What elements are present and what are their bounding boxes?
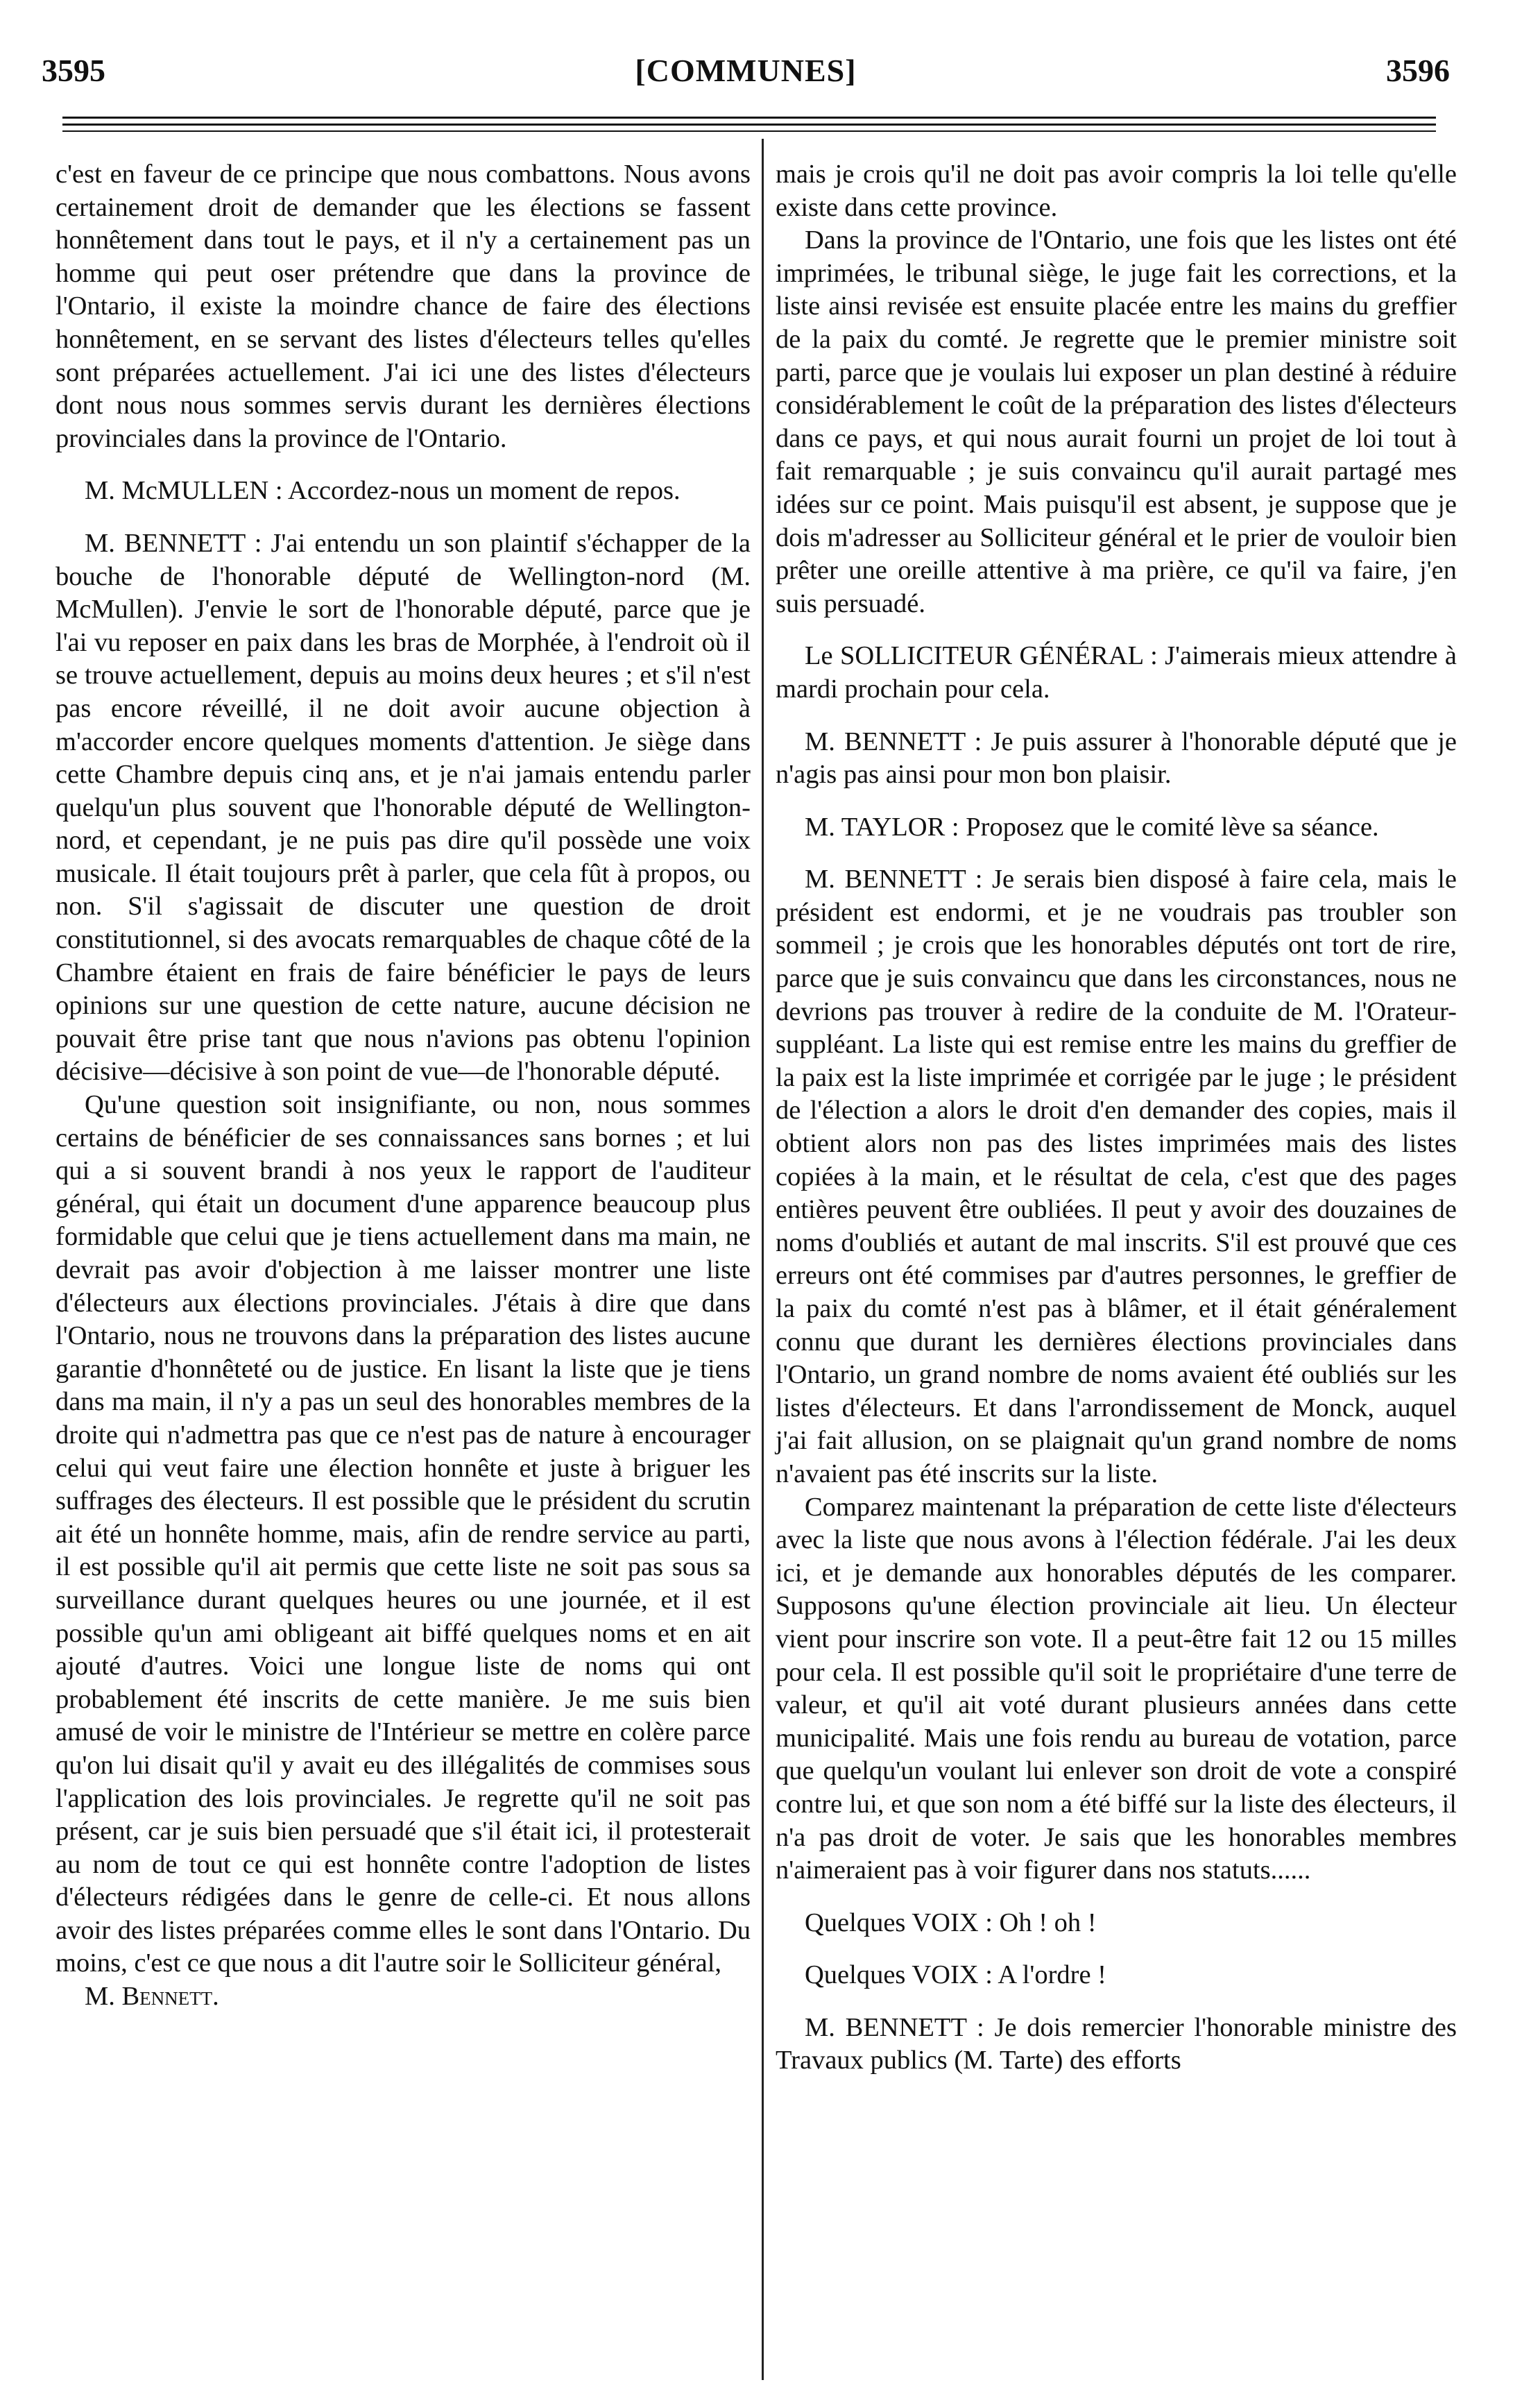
paragraph: Le SOLLICITEUR GÉNÉRAL : J'aimerais mieux attendre à mardi prochain pour cela. bbox=[776, 641, 1457, 704]
page-number-right: 3596 bbox=[1386, 53, 1450, 88]
speaker-footer: M. Bennett. bbox=[85, 1982, 219, 2012]
paragraph: M. TAYLOR : Proposez que le comité lève sa séance. bbox=[805, 812, 1379, 842]
paragraph: mais je crois qu'il ne doit pas avoir compris la loi telle qu'elle existe dans cette province. bbox=[776, 160, 1457, 222]
paragraph: M. BENNETT : J'ai entendu un son plaintif s'échapper de la bouche de l'honorable député de Wellington-nord (M. McMullen). J'envie le sort de l'honorable député, parce que je l'ai vu reposer en paix dans les bras de Morphée, à l'endroit où il se trouve actuellement, depuis au moins deux heures ; et s'il n'est pas encore réveillé, il ne doit avoir aucune objection à m'accorder encore quelques moments d'attention. Je siège dans cette Chambre depuis cinq ans, et je n'ai jamais entendu parler quelqu'un plus souvent que l'honorable député de Wellington-nord, et cependant, je ne puis pas dire qu'il possède une voix musicale. Il était toujours prêt à parler, que cela fût à propos, ou non. S'il s'agissait de discuter une question de droit constitutionnel, si des avocats remarquables de chaque côté de la Chambre étaient en frais de faire bénéficier le pays de leurs opinions sur une question de cette nature, aucune décision ne pouvait être prise tant que nous n'avions pas obtenu l'opinion décisive—décisive à son point de vue—de l'honorable député. bbox=[55, 528, 751, 1087]
paragraph: Dans la province de l'Ontario, une fois que les listes ont été imprimées, le tribunal siège, le juge fait les corrections, et la liste ainsi revisée est ensuite placée entre les mains du greffier de la paix du comté. Je regrette que le premier ministre soit parti, parce que je voulais lui exposer un plan destiné à réduire considérablement le coût de la préparation des listes d'électeurs dans ce pays, et qui nous aurait fourni un projet de loi tout à fait remarquable ; je suis convaincu qu'il aurait partagé mes idées sur ce point. Mais puisqu'il est absent, je suppose que je dois m'adresser au Solliciteur général et le prier de vouloir bien prêter une oreille attentive à ma prière, ce qu'il va faire, j'en suis persuadé. bbox=[776, 226, 1457, 618]
page-number-left: 3595 bbox=[42, 53, 105, 88]
column-divider bbox=[762, 139, 764, 2380]
paragraph: M. BENNETT : Je serais bien disposé à faire cela, mais le président est endormi, et je ne voudrais pas troubler son sommeil ; je crois que les honorables députés ont tort de rire, parce que je suis convaincu que dans les circonstances, nous ne devrions pas trouver à redire de la conduite de M. l'Orateur-suppléant. La liste qui est remise entre les mains du greffier de la paix est la liste imprimée et corrigée par le juge ; le président de l'élection a alors le droit d'en demander des copies, mais il obtient alors non pas des listes imprimées mais des listes copiées à la main, et le résultat de cela, c'est que des pages entières peuvent être oubliées. Il peut y avoir des douzaines de noms d'oubliés et autant de mal inscrits. S'il est prouvé que ces erreurs ont été commises par d'autres personnes, le greffier de la paix du comté n'est pas à blâmer, et il était généralement connu que durant les dernières élections provinciales dans l'Ontario, un grand nombre de noms avaient été oubliés sur les listes d'électeurs. Et dans l'arrondissement de Monck, auquel j'ai fait allusion, on se plaignait qu'un grand nombre de noms n'avaient pas été inscrits sur la liste. bbox=[776, 865, 1457, 1488]
paragraph: Comparez maintenant la préparation de cette liste d'électeurs avec la liste que nous avons à l'élection fédérale. J'ai les deux ici, et je demande aux honorables députés de les comparer. Supposons qu'une élection provinciale ait lieu. Un électeur vient pour inscrire son vote. Il a peut-être fait 12 ou 15 milles pour cela. Il est possible qu'il soit le propriétaire d'une terre de valeur, et qu'il ait voté durant plusieurs années dans cette municipalité. Mais une fois rendu au bureau de votation, parce que quelqu'un voulant lui enlever son droit de vote a conspiré contre lui, et que son nom a été biffé sur la liste des électeurs, il n'a pas droit de voter. Je sais que les honorables membres n'aimeraient pas à voir figurer dans nos statuts...... bbox=[776, 1492, 1457, 1885]
paragraph: c'est en faveur de ce principe que nous combattons. Nous avons certainement droit de demander que les élections se fassent honnêtement dans tout le pays, et il n'y a certainement pas un homme qui peut oser prétendre que dans la province de l'Ontario, il existe la moindre chance de faire des élections honnêtement, en se servant des listes d'électeurs telles qu'elles sont préparées actuellement. J'ai ici une des listes d'électeurs dont nous nous sommes servis durant les dernières élections provinciales dans la province de l'Ontario. bbox=[55, 160, 751, 453]
header-rule bbox=[62, 117, 1436, 119]
page-title: [COMMUNES] bbox=[635, 53, 857, 88]
paragraph: M. McMULLEN : Accordez-nous un moment de repos. bbox=[85, 476, 681, 506]
right-column bbox=[776, 158, 1457, 2078]
page-header bbox=[42, 52, 1450, 94]
header-rule bbox=[62, 124, 1436, 126]
paragraph: Qu'une question soit insignifiante, ou non, nous sommes certains de bénéficier de ses connaissances sans bornes ; et lui qui a si souvent brandi à nos yeux le rapport de l'auditeur général, qui était un document d'une apparence beaucoup plus formidable que celui que je tiens actuellement dans ma main, ne devrait pas avoir d'objection à me laisser montrer une liste d'électeurs aux élections provinciales. J'étais à dire que dans l'Ontario, nous ne trouvons dans la préparation des listes aucune garantie d'honnêteté ou de justice. En lisant la liste que je tiens dans ma main, il n'y a pas un seul des honorables membres de la droite qui n'admettra pas que ce n'est pas de nature à encourager celui qui veut faire une élection honnête et juste à briguer les suffrages des électeurs. Il est possible que le président du scrutin ait été un honnête homme, mais, afin de rendre service au parti, il est possible qu'il ait permis que cette liste ne soit pas sous sa surveillance durant quelques heures ou une journée, et il est possible qu'un ami obligeant ait biffé quelques noms et en ait ajouté d'autres. Voici une longue liste de noms qui ont probablement été inscrits de cette manière. Je me suis bien amusé de voir le ministre de l'Intérieur se mettre en colère parce qu'on lui disait qu'il y avait eu des illégalités de commises sous l'application des lois provinciales. Je regrette qu'il ne soit pas présent, car je suis bien persuadé que s'il était ici, il protesterait au nom de tout ce qui est honnête contre l'adoption de listes d'électeurs rédigées dans le genre de celle-ci. Et nous allons avoir des listes préparées comme elles le sont dans l'Ontario. Du moins, c'est ce que nous a dit l'autre soir le Solliciteur général, bbox=[55, 1090, 751, 1978]
left-column bbox=[55, 158, 751, 2014]
paragraph: Quelques VOIX : A l'ordre ! bbox=[805, 1960, 1107, 1990]
header-rule bbox=[62, 130, 1436, 132]
paragraph: M. BENNETT : Je puis assurer à l'honorable député que je n'agis pas ainsi pour mon bon plaisir. bbox=[776, 727, 1457, 790]
paragraph: M. BENNETT : Je dois remercier l'honorable ministre des Travaux publics (M. Tarte) des efforts bbox=[776, 2012, 1457, 2075]
paragraph: Quelques VOIX : Oh ! oh ! bbox=[805, 1908, 1097, 1937]
